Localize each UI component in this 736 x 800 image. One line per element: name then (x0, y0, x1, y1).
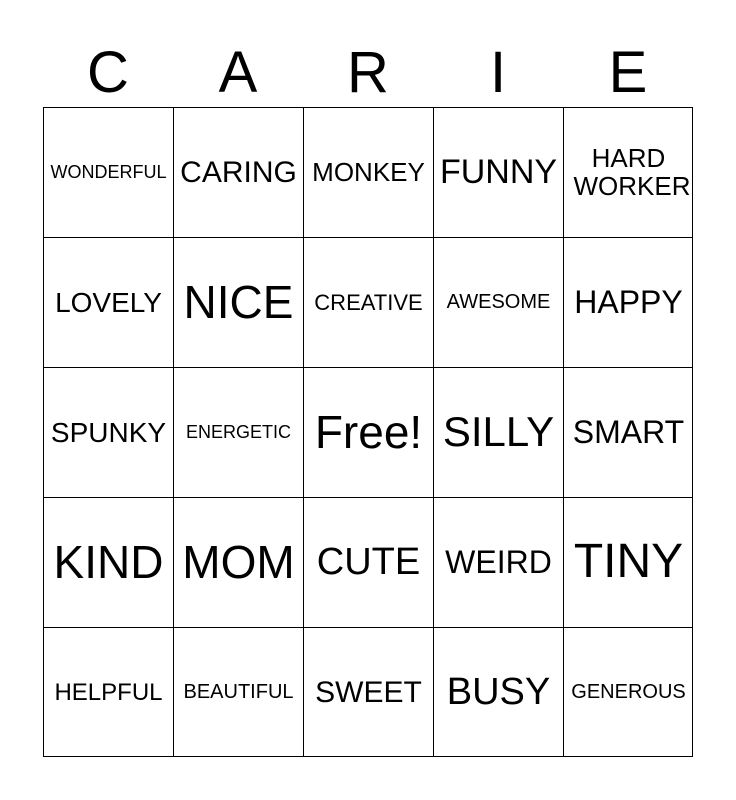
bingo-cell[interactable] (303, 237, 433, 367)
bingo-cell[interactable] (303, 367, 433, 497)
bingo-grid (43, 107, 693, 757)
bingo-cell[interactable] (43, 367, 173, 497)
cell-word: SILLY (442, 408, 555, 456)
cell-word: GENEROUS (571, 681, 686, 703)
header-letter-i: I (489, 40, 507, 105)
bingo-cell[interactable] (43, 237, 173, 367)
cell-word: MONKEY (312, 156, 425, 187)
bingo-cell[interactable] (433, 237, 563, 367)
bingo-header (43, 40, 693, 106)
cell-word: MOM (182, 536, 295, 589)
cell-word: SWEET (315, 675, 422, 709)
bingo-cell[interactable] (173, 367, 303, 497)
bingo-cell[interactable] (303, 627, 433, 757)
cell-word: BUSY (446, 670, 551, 713)
free-space: Free! (314, 406, 423, 459)
cell-word: ENERGETIC (185, 422, 291, 443)
header-letter-a: A (218, 40, 258, 105)
bingo-cell[interactable] (563, 627, 693, 757)
cell-word: WEIRD (445, 543, 552, 580)
bingo-cell[interactable] (43, 627, 173, 757)
bingo-cell[interactable] (563, 497, 693, 627)
bingo-cell[interactable] (563, 367, 693, 497)
cell-word: BEAUTIFUL (183, 681, 294, 703)
cell-word: HAPPY (574, 283, 683, 320)
bingo-cell[interactable] (433, 497, 563, 627)
cell-word: CARING (180, 155, 297, 189)
cell-word: WONDERFUL (50, 162, 167, 183)
cell-word: CREATIVE (314, 289, 423, 315)
bingo-cell[interactable] (433, 107, 563, 237)
bingo-cell[interactable] (173, 107, 303, 237)
bingo-cell[interactable] (43, 497, 173, 627)
cell-word: HARD WORKER (573, 143, 691, 201)
header-letter-e: E (608, 40, 648, 105)
header-letter-c: C (87, 40, 129, 105)
cell-word: HELPFUL (54, 678, 163, 706)
cell-word: TINY (573, 535, 684, 589)
cell-word: CUTE (316, 540, 421, 583)
bingo-cell[interactable] (173, 627, 303, 757)
cell-word: KIND (53, 536, 164, 589)
bingo-cell[interactable] (173, 497, 303, 627)
bingo-cell[interactable] (303, 497, 433, 627)
bingo-cell[interactable] (563, 107, 693, 237)
cell-word: SPUNKY (50, 416, 167, 448)
bingo-cell[interactable] (563, 237, 693, 367)
header-letter-r: R (347, 40, 389, 105)
cell-word: NICE (183, 276, 294, 329)
cell-word: FUNNY (439, 152, 558, 191)
bingo-cell[interactable] (433, 627, 563, 757)
bingo-cell[interactable] (43, 107, 173, 237)
cell-word: LOVELY (55, 286, 162, 318)
bingo-cell[interactable] (433, 367, 563, 497)
bingo-cell[interactable] (173, 237, 303, 367)
cell-word: AWESOME (446, 291, 551, 313)
bingo-cell[interactable] (303, 107, 433, 237)
cell-word: SMART (572, 413, 685, 450)
